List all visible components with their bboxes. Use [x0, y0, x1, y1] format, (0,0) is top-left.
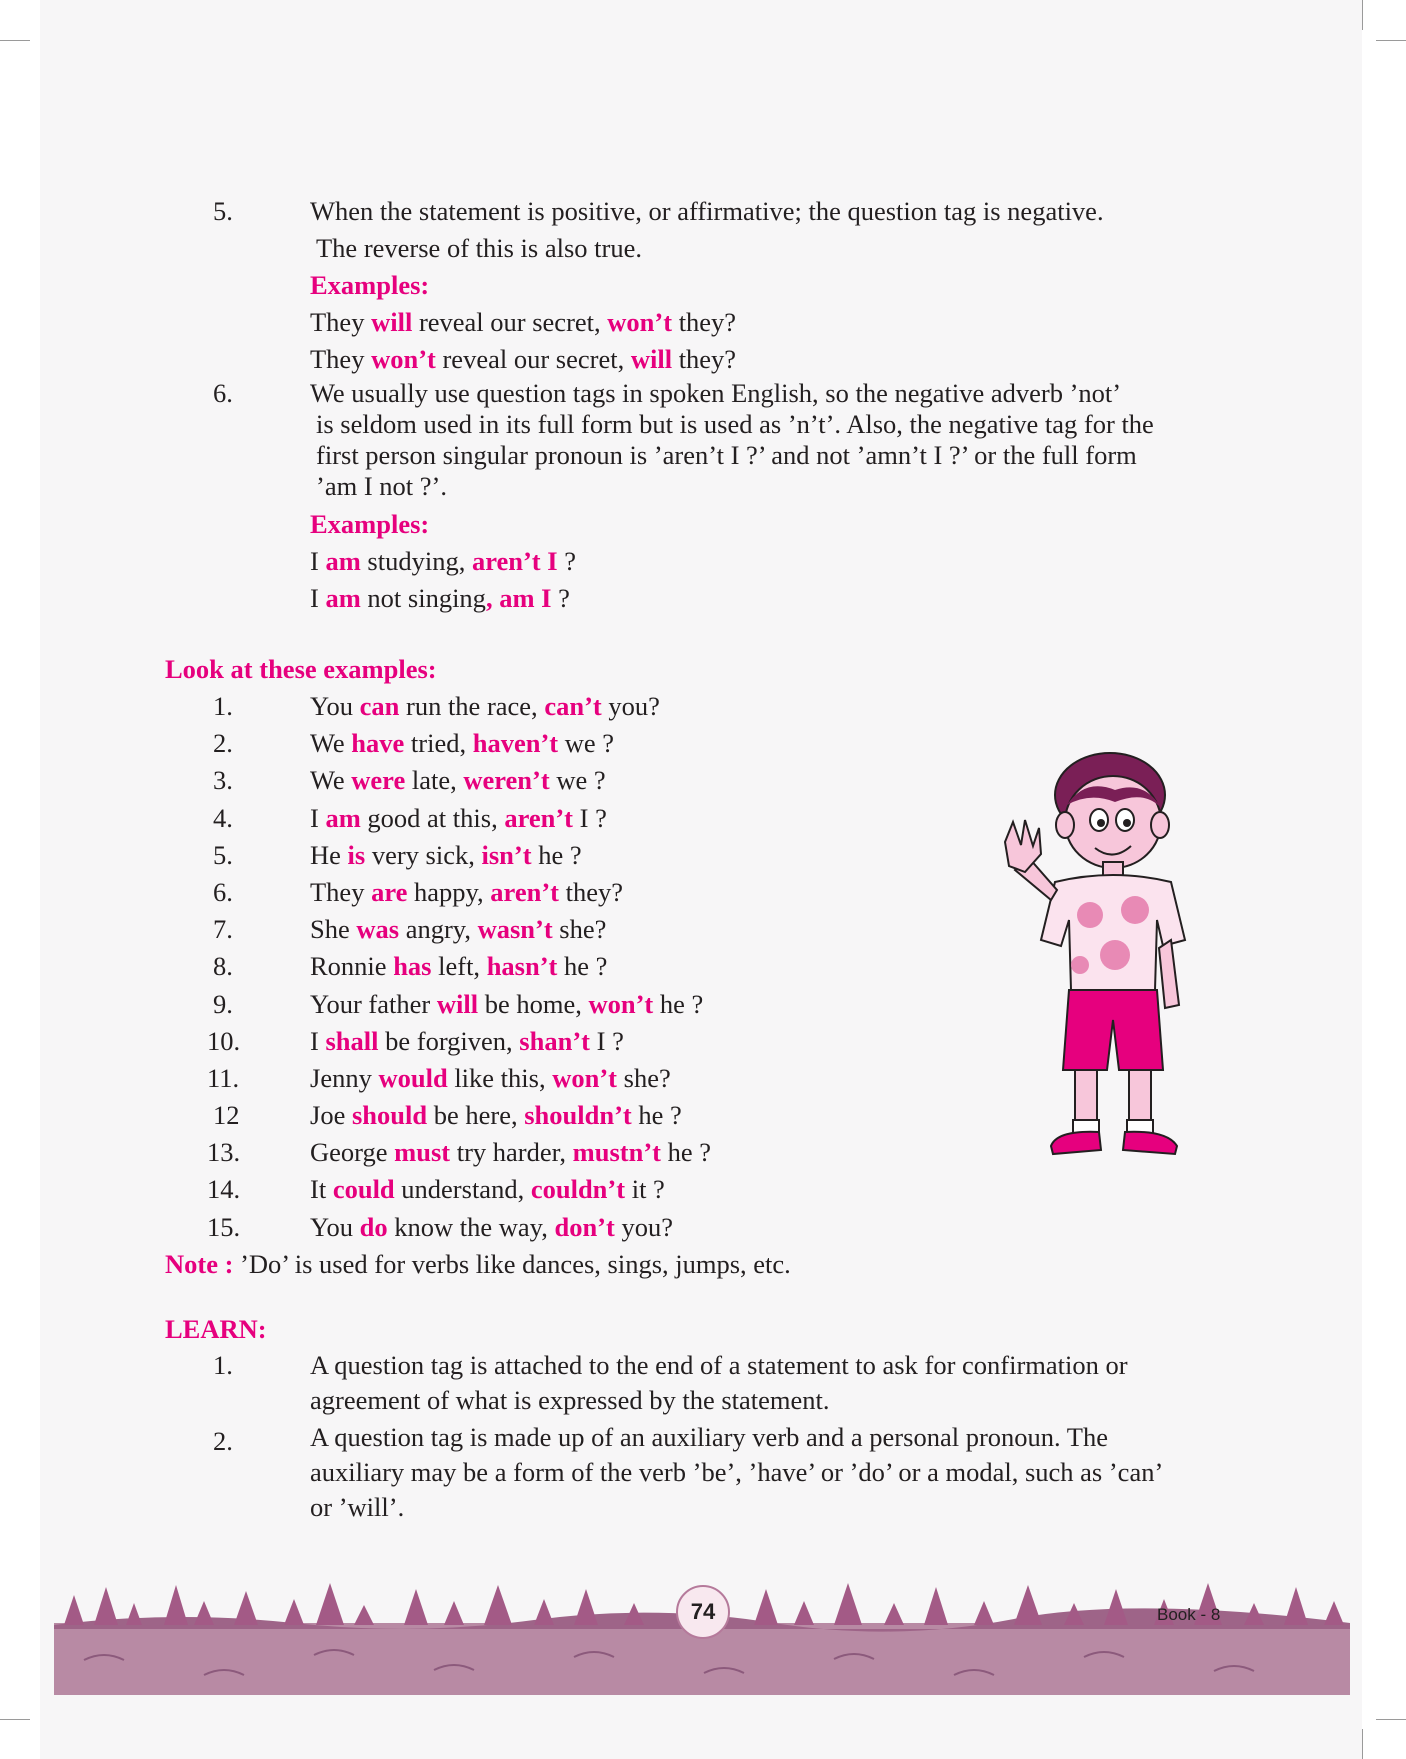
example-number: 1. [213, 691, 233, 721]
example-tag: aren’t [504, 802, 574, 833]
example-verb: should [351, 1100, 428, 1131]
example-rest: good at this, [360, 802, 505, 833]
example-rest: understand, [394, 1174, 531, 1205]
rule-5 [165, 193, 1255, 378]
example-pronoun: we ? [549, 765, 606, 796]
rule-text: is seldom used in its full form but is used as ’n’t’. Also, the negative tag for the [316, 409, 1154, 439]
example-verb: was [356, 914, 400, 945]
example-number: 11. [207, 1062, 240, 1093]
example-tag: aren’t [490, 876, 559, 907]
example-subject: I [310, 1025, 326, 1056]
example-tag: couldn’t [530, 1174, 626, 1205]
crop-mark [1376, 1719, 1406, 1720]
example-number: 8. [213, 951, 233, 982]
learn-number: 1. [213, 1349, 233, 1380]
example-subject: It [310, 1174, 333, 1205]
rule-6 [165, 378, 1255, 502]
note: Note : ’Do’ is used for verbs like dances, sings, jumps, etc. [165, 1248, 791, 1279]
example-verb: do [359, 1211, 388, 1242]
example-pronoun: I ? [573, 802, 607, 833]
learn-text: or ’will’. [310, 1491, 405, 1522]
example-pronoun: we ? [558, 728, 615, 759]
crop-mark [0, 40, 30, 41]
example-subject: We [310, 765, 352, 796]
example-rest: like this, [447, 1062, 553, 1093]
example-number: 5. [213, 839, 233, 870]
example-number: 9. [213, 988, 233, 1019]
example-rest: tried, [404, 728, 473, 759]
example-rest: be home, [478, 988, 589, 1019]
example-pronoun: she? [617, 1062, 671, 1093]
learn-heading: LEARN: [165, 1313, 267, 1344]
learn-number: 2. [213, 1425, 233, 1456]
example-tag: don’t [554, 1211, 615, 1242]
example-tag: won’t [552, 1062, 617, 1093]
example-line: They will reveal our secret, won’t they? [310, 307, 737, 337]
boy-illustration [995, 750, 1195, 1180]
example-item [165, 1209, 1255, 1246]
learn-item [165, 1420, 1255, 1525]
example-subject: You [310, 691, 360, 721]
example-number: 6. [213, 876, 233, 907]
learn-text: agreement of what is expressed by the statement. [310, 1384, 830, 1415]
example-subject: Jenny [310, 1062, 379, 1093]
example-rest: left, [431, 951, 487, 982]
example-pronoun: I ? [590, 1025, 624, 1056]
example-number: 4. [213, 802, 233, 833]
example-number: 14. [207, 1174, 241, 1205]
example-verb: could [332, 1174, 395, 1205]
crop-mark [1362, 1729, 1363, 1759]
page-number: 74 [676, 1585, 730, 1639]
example-verb: are [371, 876, 408, 907]
rule-text: ’am I not ?’. [316, 471, 447, 501]
example-rest: try harder, [450, 1137, 573, 1168]
example-tag: shan’t [519, 1025, 590, 1056]
example-subject: We [310, 728, 352, 759]
example-rest: late, [405, 765, 464, 796]
example-pronoun: he ? [653, 988, 704, 1019]
example-number: 13. [207, 1137, 241, 1168]
example-line: I am not singing, am I ? [310, 583, 570, 613]
learn-text: auxiliary may be a form of the verb ’be’, ’have’ or ’do’ or a modal, such as ’can’ [310, 1456, 1164, 1487]
example-number: 10. [207, 1025, 241, 1056]
example-subject: She [310, 914, 357, 945]
learn-item [165, 1348, 1255, 1418]
example-verb: have [351, 728, 405, 759]
example-rest: be here, [427, 1100, 525, 1131]
example-tag: wasn’t [477, 914, 553, 945]
example-number: 2. [213, 728, 233, 759]
example-pronoun: they? [558, 876, 623, 907]
example-verb: were [351, 765, 406, 796]
example-tag: won’t [588, 988, 654, 1019]
example-pronoun: he ? [557, 951, 608, 982]
example-item [165, 688, 1255, 725]
example-verb: am [325, 802, 361, 833]
example-tag: isn’t [481, 839, 532, 870]
example-tag: can’t [544, 691, 602, 721]
example-verb: will [436, 988, 479, 1019]
crop-mark [0, 1719, 30, 1720]
example-subject: George [310, 1137, 395, 1168]
example-rest: run the race, [399, 691, 545, 721]
example-subject: They [310, 876, 372, 907]
crop-mark [1362, 0, 1363, 30]
example-pronoun: you? [614, 1211, 673, 1242]
example-subject: He [310, 839, 348, 870]
example-subject: Your father [310, 988, 437, 1019]
example-tag: weren’t [463, 765, 550, 796]
examples-heading: Examples: [310, 270, 430, 300]
learn-text: A question tag is attached to the end of a statement to ask for confirmation or [310, 1349, 1128, 1380]
example-rest: know the way, [387, 1211, 555, 1242]
crop-mark [1376, 40, 1406, 41]
example-pronoun: she? [552, 914, 607, 945]
example-verb: has [393, 951, 432, 982]
rule-text: When the statement is positive, or affirmative; the question tag is negative. [310, 196, 1104, 226]
rule-6-examples [165, 506, 1255, 617]
example-rest: angry, [399, 914, 478, 945]
example-rest: happy, [407, 876, 491, 907]
example-line: I am studying, aren’t I ? [310, 546, 576, 576]
learn-text: A question tag is made up of an auxiliary verb and a personal pronoun. The [310, 1421, 1108, 1452]
example-verb: would [378, 1062, 448, 1093]
rule-text: first person singular pronoun is ’aren’t I ?’ and not ’amn’t I ?’ or the full form [316, 440, 1137, 470]
example-tag: haven’t [472, 728, 559, 759]
example-tag: hasn’t [486, 951, 558, 982]
example-subject: I [310, 802, 326, 833]
example-verb: shall [325, 1025, 379, 1056]
example-verb: must [394, 1137, 451, 1168]
section-heading: Look at these examples: [165, 654, 437, 684]
example-subject: Joe [310, 1100, 352, 1131]
example-rest: be forgiven, [378, 1025, 520, 1056]
rule-text: We usually use question tags in spoken English, so the negative adverb ’not’ [310, 378, 1122, 408]
example-verb: is [347, 839, 366, 870]
example-number: 15. [207, 1211, 241, 1242]
rule-number: 6. [213, 378, 233, 408]
examples-heading: Examples: [310, 509, 430, 539]
example-pronoun: he ? [531, 839, 582, 870]
example-subject: You [310, 1211, 360, 1242]
rule-number: 5. [213, 196, 233, 226]
example-number: 12 [213, 1100, 240, 1131]
example-tag: mustn’t [572, 1137, 661, 1168]
book-label: Book - 8 [1157, 1605, 1221, 1624]
example-pronoun: he ? [661, 1137, 712, 1168]
example-verb: can [359, 691, 400, 721]
example-pronoun: it ? [625, 1174, 665, 1205]
learn-list [165, 1348, 1255, 1525]
example-number: 3. [213, 765, 233, 796]
example-pronoun: he ? [631, 1100, 682, 1131]
example-number: 7. [213, 914, 233, 945]
example-tag: shouldn’t [524, 1100, 632, 1131]
example-line: They won’t reveal our secret, will they? [310, 344, 737, 374]
example-subject: Ronnie [310, 951, 394, 982]
rule-text: The reverse of this is also true. [316, 233, 642, 263]
example-rest: very sick, [365, 839, 482, 870]
example-pronoun: you? [601, 691, 660, 721]
